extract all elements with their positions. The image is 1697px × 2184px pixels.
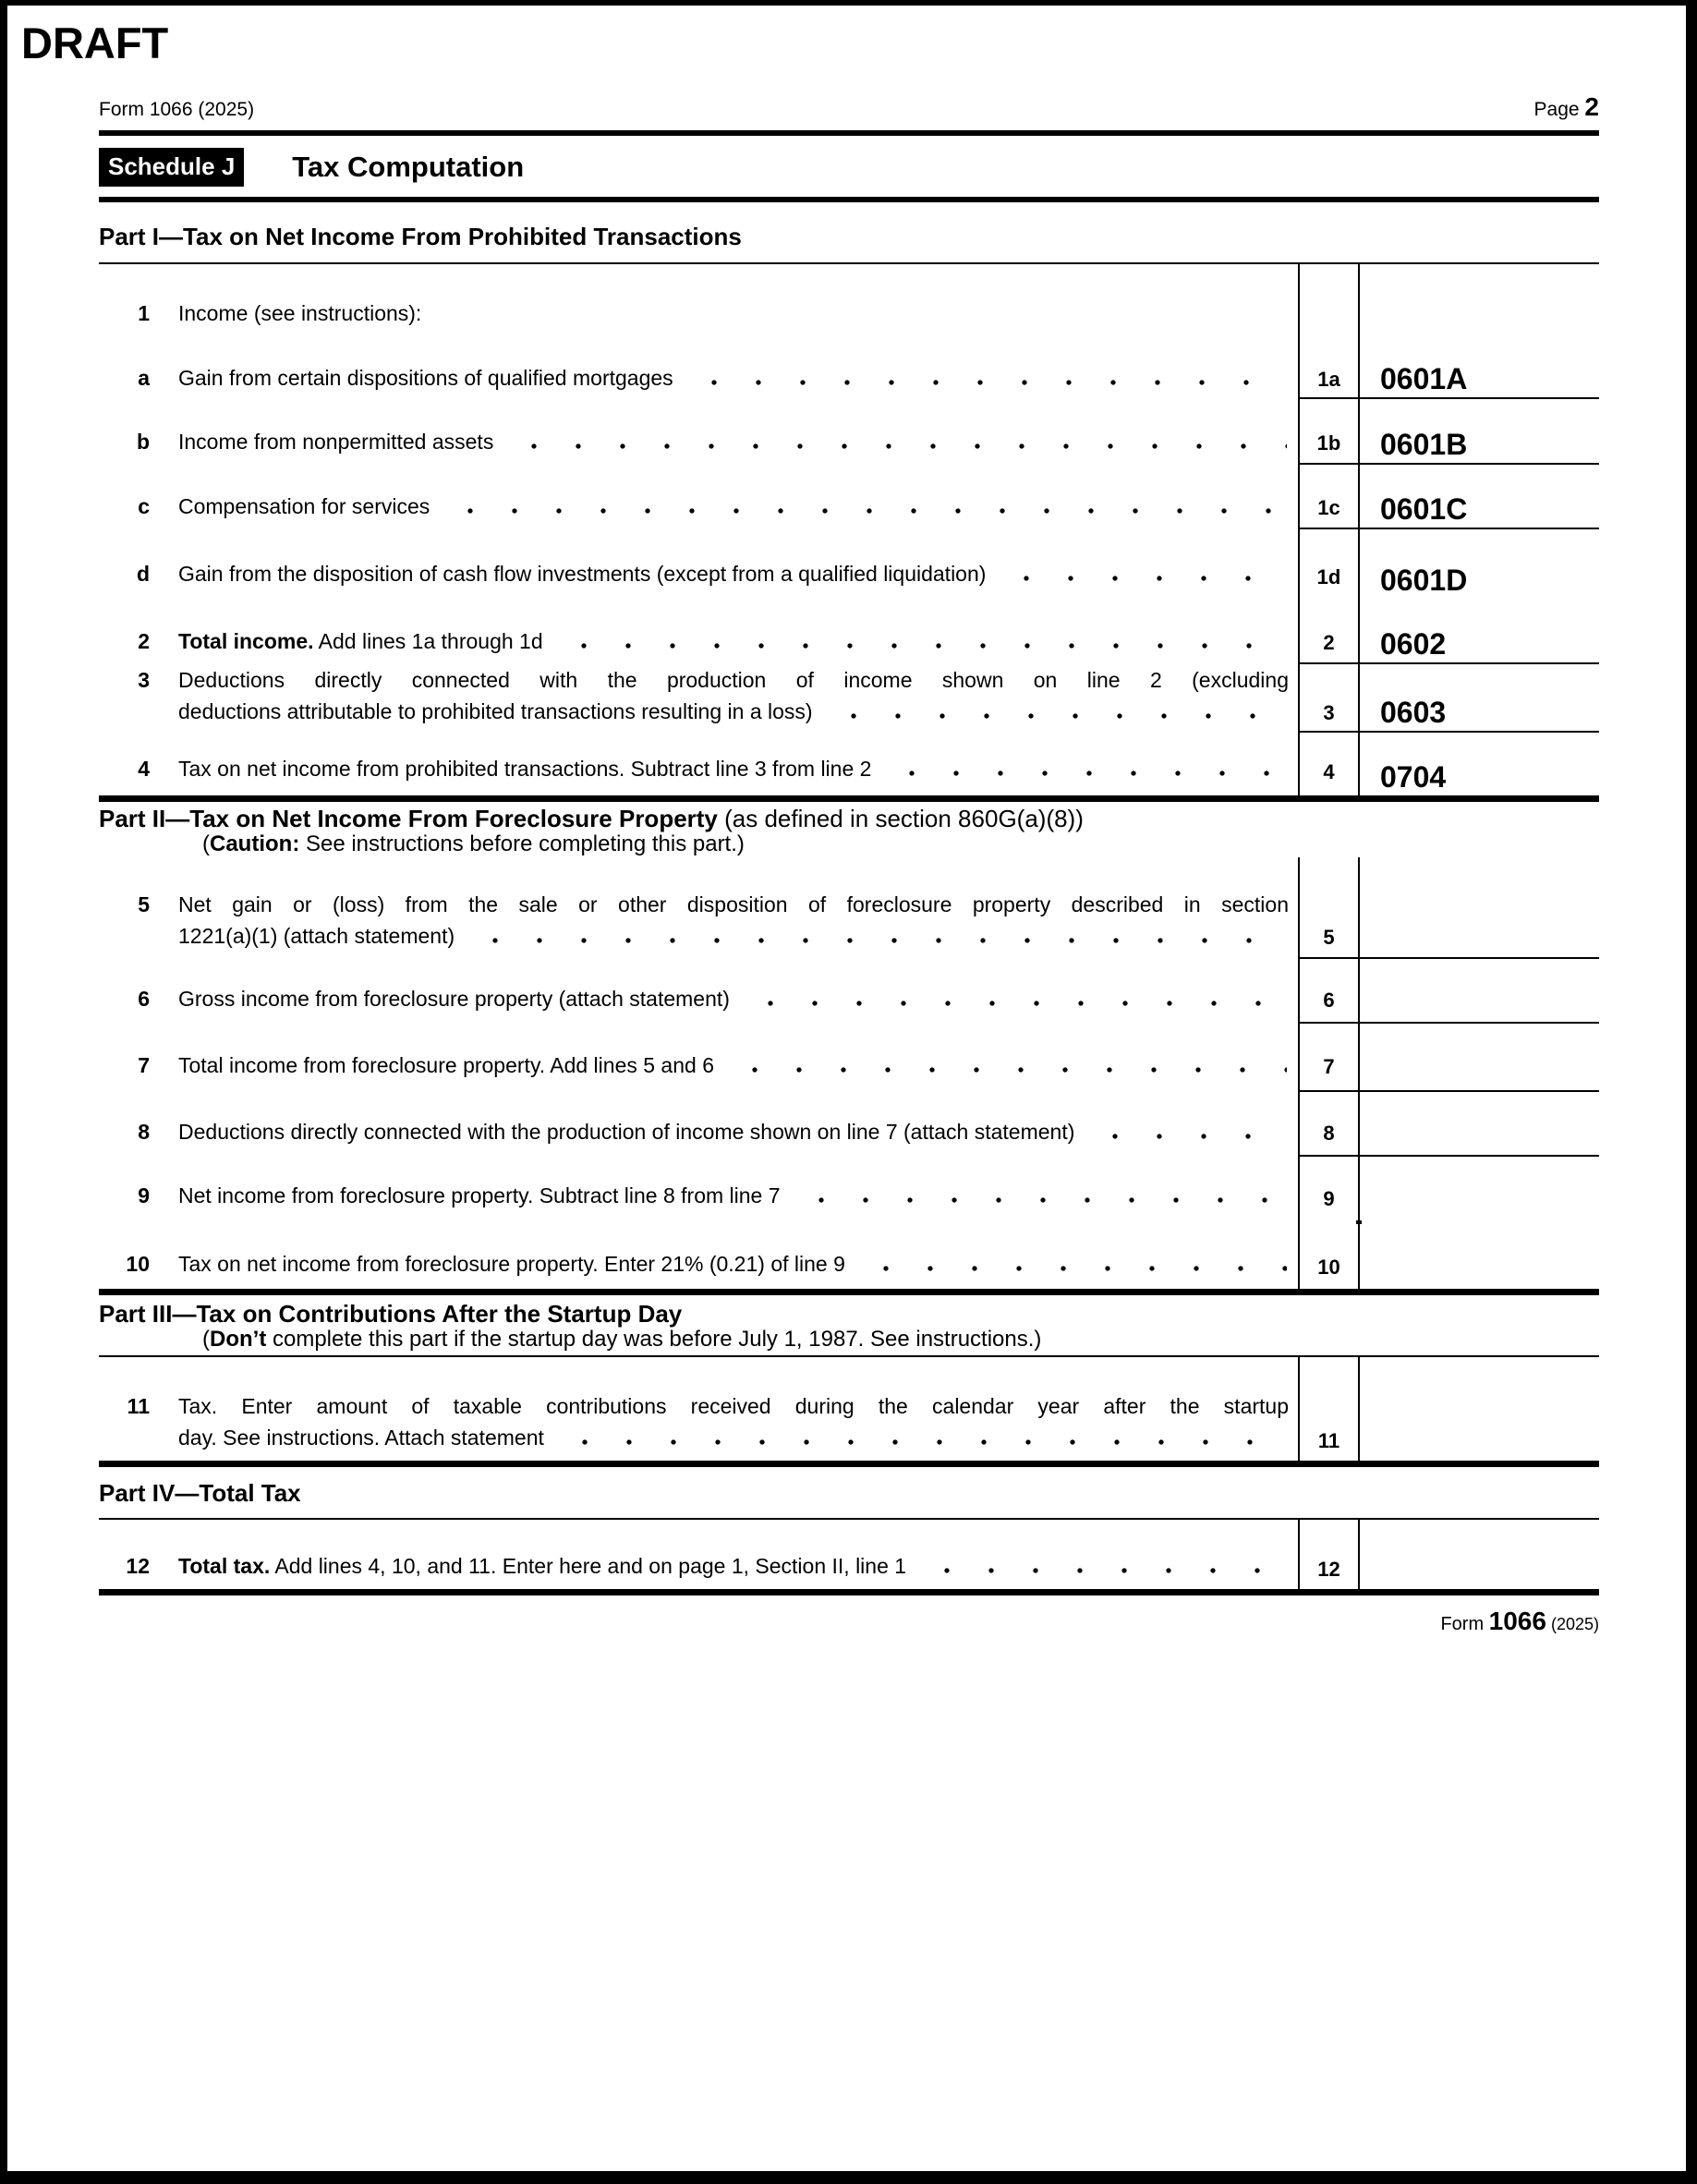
line-12-number: 12	[126, 1554, 150, 1578]
line-10-row	[99, 1224, 1599, 1289]
dotted-leader	[919, 1550, 1287, 1582]
dotted-leader	[686, 362, 1287, 394]
line-10-amount-field[interactable]	[1358, 1224, 1599, 1289]
line-6-ref: 6	[1298, 959, 1358, 1024]
line-11-number: 11	[127, 1394, 150, 1418]
part4-heading: Part IV—Total Tax	[99, 1479, 301, 1507]
part3-caution: (Don’t complete this part if the startup day was before July 1, 1987. See instructions.)	[202, 1327, 1042, 1352]
dotted-leader	[442, 491, 1287, 522]
part2-heading: Part II—Tax on Net Income From Foreclosure Property (as defined in section 860G(a)(8)) (Caution: See instructions before completing this part.)	[99, 806, 1599, 857]
line-9-ref: 9	[1298, 1157, 1358, 1224]
dotted-leader	[858, 1248, 1287, 1280]
line-5-amount-field[interactable]	[1358, 857, 1599, 959]
schedule-title: Tax Computation	[292, 151, 525, 183]
line-9-label: Net income from foreclosure property. Subtract line 8 from line 7	[178, 1183, 781, 1207]
part3-heading: Part III—Tax on Contributions After the Startup Day (Don’t complete this part if the startup day was before July 1, 1987. See instructions.)	[99, 1301, 1599, 1353]
page-number: 2	[1584, 92, 1599, 121]
dotted-leader	[556, 625, 1287, 657]
line-1b-amount-field[interactable]: 0601B	[1358, 399, 1599, 465]
line-9-number: 9	[138, 1183, 150, 1207]
line-7-ref: 7	[1298, 1024, 1358, 1092]
dotted-leader	[794, 1180, 1287, 1211]
line-10-label: Tax on net income from foreclosure property. Enter 21% (0.21) of line 9	[178, 1252, 845, 1276]
line-8-number: 8	[138, 1120, 150, 1144]
line-11-ref: 11	[1298, 1357, 1358, 1461]
line-1c-ref: 1c	[1298, 465, 1358, 529]
line-1d-row	[99, 529, 1599, 599]
line-12-ref: 12	[1298, 1520, 1358, 1589]
part3-table	[99, 1357, 1599, 1461]
line-12-label: Total tax. Add lines 4, 10, and 11. Enter here and on page 1, Section II, line 1	[178, 1554, 907, 1578]
line-6-amount-field[interactable]	[1358, 959, 1599, 1024]
line-8-row	[99, 1092, 1599, 1157]
dotted-leader	[884, 753, 1287, 784]
line-1-amount-cell	[1358, 264, 1599, 357]
part3-bottom-rule	[99, 1461, 1599, 1467]
form-reference: Form 1066 (2025)	[99, 99, 255, 120]
dotted-leader	[506, 426, 1287, 457]
line-11-label-line1: Tax. Enter amount of taxable contributions received during the calendar year after the startup	[178, 1394, 1289, 1418]
dotted-leader	[467, 920, 1287, 952]
line-7-label: Total income from foreclosure property. Add lines 5 and 6	[178, 1053, 714, 1077]
line-1b-label: Income from nonpermitted assets	[178, 430, 494, 454]
page-indicator: Page 2	[1533, 92, 1599, 121]
stray-mark	[1356, 1220, 1362, 1224]
line-1c-letter: c	[138, 494, 150, 518]
line-5-label-line2: 1221(a)(1) (attach statement)	[178, 924, 455, 948]
line-5-row	[99, 857, 1599, 959]
line-10-number: 10	[126, 1252, 150, 1276]
line-2-row	[99, 599, 1599, 664]
schedule-header	[99, 149, 1599, 186]
line-2-number: 2	[138, 629, 150, 653]
line-1-number: 1	[138, 301, 150, 325]
line-4-label: Tax on net income from prohibited transactions. Subtract line 3 from line 2	[178, 757, 872, 781]
dotted-leader	[1087, 1116, 1287, 1147]
line-3-amount-field[interactable]: 0603	[1358, 664, 1599, 733]
dotted-leader	[743, 983, 1287, 1014]
line-5-ref: 5	[1298, 857, 1358, 959]
line-4-ref: 4	[1298, 731, 1358, 795]
page-header	[99, 92, 1599, 121]
line-10-ref: 10	[1298, 1224, 1358, 1289]
line-1c-amount-field[interactable]: 0601C	[1358, 465, 1599, 529]
part4-bottom-rule	[99, 1589, 1599, 1596]
dotted-leader	[826, 696, 1287, 727]
line-1d-amount-field[interactable]: 0601D	[1358, 529, 1599, 599]
line-2-amount-field[interactable]: 0602	[1358, 599, 1599, 664]
schedule-rule	[99, 197, 1599, 202]
line-1b-letter: b	[136, 430, 150, 454]
part1-bottom-rule	[99, 795, 1599, 802]
line-1a-amount-field[interactable]: 0601A	[1358, 357, 1599, 399]
line-12-row	[99, 1520, 1599, 1589]
dotted-leader	[727, 1050, 1287, 1081]
line-1d-ref: 1d	[1298, 529, 1358, 599]
part1-heading: Part I—Tax on Net Income From Prohibited Transactions	[99, 223, 742, 250]
line-1a-letter: a	[138, 366, 150, 390]
line-2-label: Total income. Add lines 1a through 1d	[178, 629, 543, 653]
draft-watermark: DRAFT	[21, 18, 169, 67]
line-1c-label: Compensation for services	[178, 494, 430, 518]
line-4-amount-field[interactable]: 0704	[1358, 731, 1599, 795]
line-5-label-line1: Net gain or (loss) from the sale or other disposition of foreclosure property described in section	[178, 892, 1289, 916]
schedule-badge: Schedule J	[99, 148, 244, 187]
line-1b-row	[99, 399, 1599, 465]
line-1-row	[99, 264, 1599, 357]
dotted-leader	[999, 558, 1287, 589]
line-9-amount-field[interactable]	[1358, 1157, 1599, 1224]
line-7-row	[99, 1024, 1599, 1092]
line-1a-ref: 1a	[1298, 357, 1358, 399]
line-3-label-line2: deductions attributable to prohibited transactions resulting in a loss)	[178, 699, 813, 723]
line-1d-letter: d	[136, 562, 150, 586]
line-7-amount-field[interactable]	[1358, 1024, 1599, 1092]
part2-caution: (Caution: See instructions before completing this part.)	[202, 831, 745, 856]
part2-bottom-rule	[99, 1289, 1599, 1295]
line-3-row	[99, 664, 1599, 731]
line-9-row	[99, 1157, 1599, 1224]
line-3-ref: 3	[1298, 664, 1358, 733]
line-5-number: 5	[138, 892, 150, 916]
line-1a-label: Gain from certain dispositions of qualified mortgages	[178, 366, 673, 390]
part1-table	[99, 264, 1599, 795]
line-1-ref-cell	[1298, 264, 1358, 357]
line-11-amount-field[interactable]	[1358, 1357, 1599, 1461]
line-1a-row	[99, 357, 1599, 399]
line-8-ref: 8	[1298, 1092, 1358, 1157]
line-1c-row	[99, 465, 1599, 529]
part2-table	[99, 857, 1599, 1289]
line-3-label-line1: Deductions directly connected with the production of income shown on line 2 (excluding	[178, 668, 1289, 692]
line-1-label: Income (see instructions):	[178, 301, 422, 325]
part4-table	[99, 1520, 1599, 1589]
line-11-label-line2: day. See instructions. Attach statement	[178, 1426, 544, 1450]
line-8-amount-field[interactable]	[1358, 1092, 1599, 1157]
line-6-label: Gross income from foreclosure property (attach statement)	[178, 987, 730, 1011]
line-11-row	[99, 1357, 1599, 1461]
dotted-leader	[557, 1422, 1287, 1453]
page-footer: Form 1066 (2025)	[1440, 1607, 1599, 1635]
line-12-amount-field[interactable]	[1358, 1520, 1599, 1589]
line-2-ref: 2	[1298, 599, 1358, 664]
line-1d-label: Gain from the disposition of cash flow investments (except from a qualified liquidation)	[178, 562, 987, 586]
footer-form-number: 1066	[1488, 1607, 1546, 1635]
line-7-number: 7	[138, 1053, 150, 1077]
line-1b-ref: 1b	[1298, 399, 1358, 465]
line-8-label: Deductions directly connected with the production of income shown on line 7 (attach statement)	[178, 1120, 1075, 1144]
line-3-number: 3	[138, 668, 150, 692]
header-rule	[99, 130, 1599, 136]
line-4-number: 4	[138, 757, 150, 781]
line-6-number: 6	[138, 987, 150, 1011]
line-4-row	[99, 731, 1599, 795]
line-6-row	[99, 959, 1599, 1024]
